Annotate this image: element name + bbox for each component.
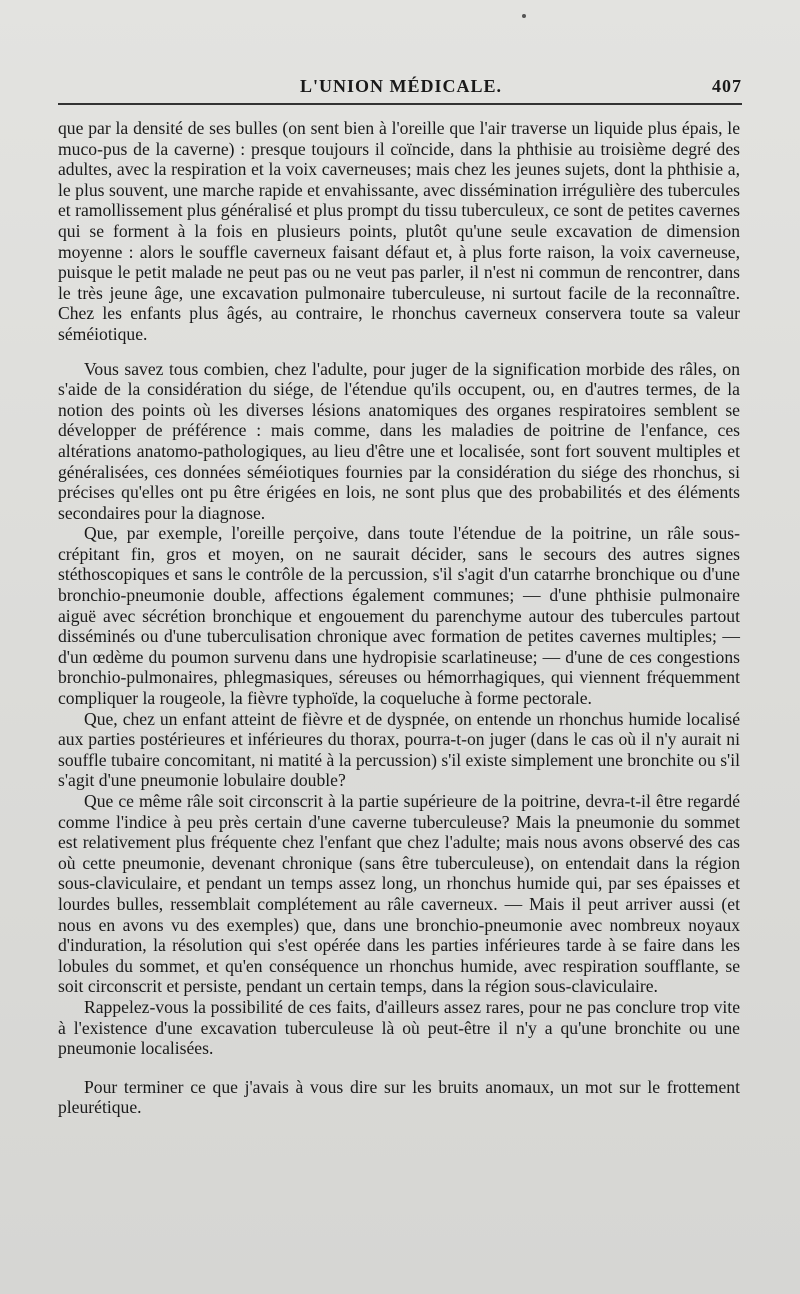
paragraph: Rappelez-vous la possibilité de ces faits, d'ailleurs assez rares, pour ne pas conclure trop vite à l'existence d'une excavation tuberculeuse là où peut-être il n'y a qu'une bronchite ou une pneumonie localisées. xyxy=(58,996,740,1059)
paragraph: Pour terminer ce que j'avais à vous dire sur les bruits anomaux, un mot sur le frottement pleurétique. xyxy=(58,1076,740,1118)
header-rule xyxy=(58,103,742,105)
page-number: 407 xyxy=(712,76,742,96)
body-text xyxy=(58,118,740,1118)
paragraph: Que, chez un enfant atteint de fièvre et de dyspnée, on entende un rhonchus humide localisé aux parties postérieures et inférieures du thorax, pourra-t-on juger (dans le cas où il n'y aurait ni souffle tubaire concomitant, ni matité à la percussion) s'il existe simplement une bronchite ou s'il s'agit d'une pneumonie lobulaire double? xyxy=(58,708,740,791)
paragraph: Que, par exemple, l'oreille perçoive, dans toute l'étendue de la poitrine, un râle sous-crépitant fin, gros et moyen, on ne saurait décider, sans le secours des autres signes stéthoscopiques et sans le contrôle de la percussion, s'il s'agit d'un catarrhe bronchique ou d'une bronchio-pneumonie double, affections également communes; — d'une phthisie pulmonaire aiguë avec sécrétion bronchique et engouement du parenchyme autour des tubercules partout disséminés ou d'une tuberculisation chronique avec formation de petites cavernes multiples; — d'un œdème du poumon survenu dans une hydropisie scarlatineuse; — d'une de ces congestions bronchio-pulmonaires, phlegmasiques, séreuses ou hémorrhagiques, qui viennent fréquemment compliquer la rougeole, la fièvre typhoïde, la coqueluche à forme pectorale. xyxy=(58,523,740,709)
paragraph: Que ce même râle soit circonscrit à la partie supérieure de la poitrine, devra-t-il être regardé comme l'indice à peu près certain d'une caverne tuberculeuse? Mais la pneumonie du sommet est relativement plus fréquente chez l'enfant que chez l'adulte; mais nous avons observé des cas où cette pneumonie, devenant chronique (sans être tuberculeuse), on entendait dans la région sous-claviculaire, et pendant un temps assez long, un rhonchus humide qui, par ses épaisses et lourdes bulles, ressemblait complétement au râle caverneux. — Mais il peut arriver aussi (et nous en avons vu des exemples) que, dans une bronchio-pneumonie avec nombreux noyaux d'induration, la résolution qui s'est opérée dans les parties inférieures tarde à se faire dans les lobules du sommet, et qu'en conséquence un rhonchus humide, avec respiration soufflante, se soit circonscrit et persiste, pendant un certain temps, dans la région sous-claviculaire. xyxy=(58,791,740,997)
running-title: L'UNION MÉDICALE. xyxy=(299,76,503,96)
paragraph: que par la densité de ses bulles (on sent bien à l'oreille que l'air traverse un liquide plus épais, le muco-pus de la caverne) : presque toujours il coïncide, dans la phthisie au troisième degré des adultes, avec la respiration et la voix caverneuses; mais chez les jeunes sujets, dont la phthisie a, le plus souvent, une marche rapide et envahissante, avec dissémination irrégulière des tubercules et ramollissement plus généralisé et plus prompt du tissu tuberculeux, ce sont de petites cavernes qui se forment à la fois en plusieurs points, plutôt qu'une seule excavation de dimension moyenne : alors le souffle caverneux faisant défaut et, à plus forte raison, la voix caverneuse, puisque le petit malade ne peut pas ou ne veut pas parler, il n'est ni commun de rencontrer, dans le très jeune âge, une excavation pulmonaire tuberculeuse, ni surtout facile de la reconnaître. Chez les enfants plus âgés, au contraire, le rhonchus caverneux conservera toute sa valeur séméiotique. xyxy=(58,118,740,344)
page-header xyxy=(60,76,742,100)
ink-dot xyxy=(522,14,526,18)
paragraph: Vous savez tous combien, chez l'adulte, pour juger de la signification morbide des râles, on s'aide de la considération du siége, de l'étendue qu'ils occupent, ou, en d'autres termes, de la notion des points où les diverses lésions anatomiques des organes respiratoires semblent se développer de préférence : mais comme, dans les maladies de poitrine de l'enfance, ces altérations anatomo-pathologiques, au lieu d'être une et localisée, sont fort souvent multiples et généralisées, ces données séméiotiques fournies par la considération du siége des rhonchus, si précises qu'elles ont pu être érigées en lois, ne sont plus que des probabilités et des éléments secondaires pour la diagnose. xyxy=(58,358,740,523)
